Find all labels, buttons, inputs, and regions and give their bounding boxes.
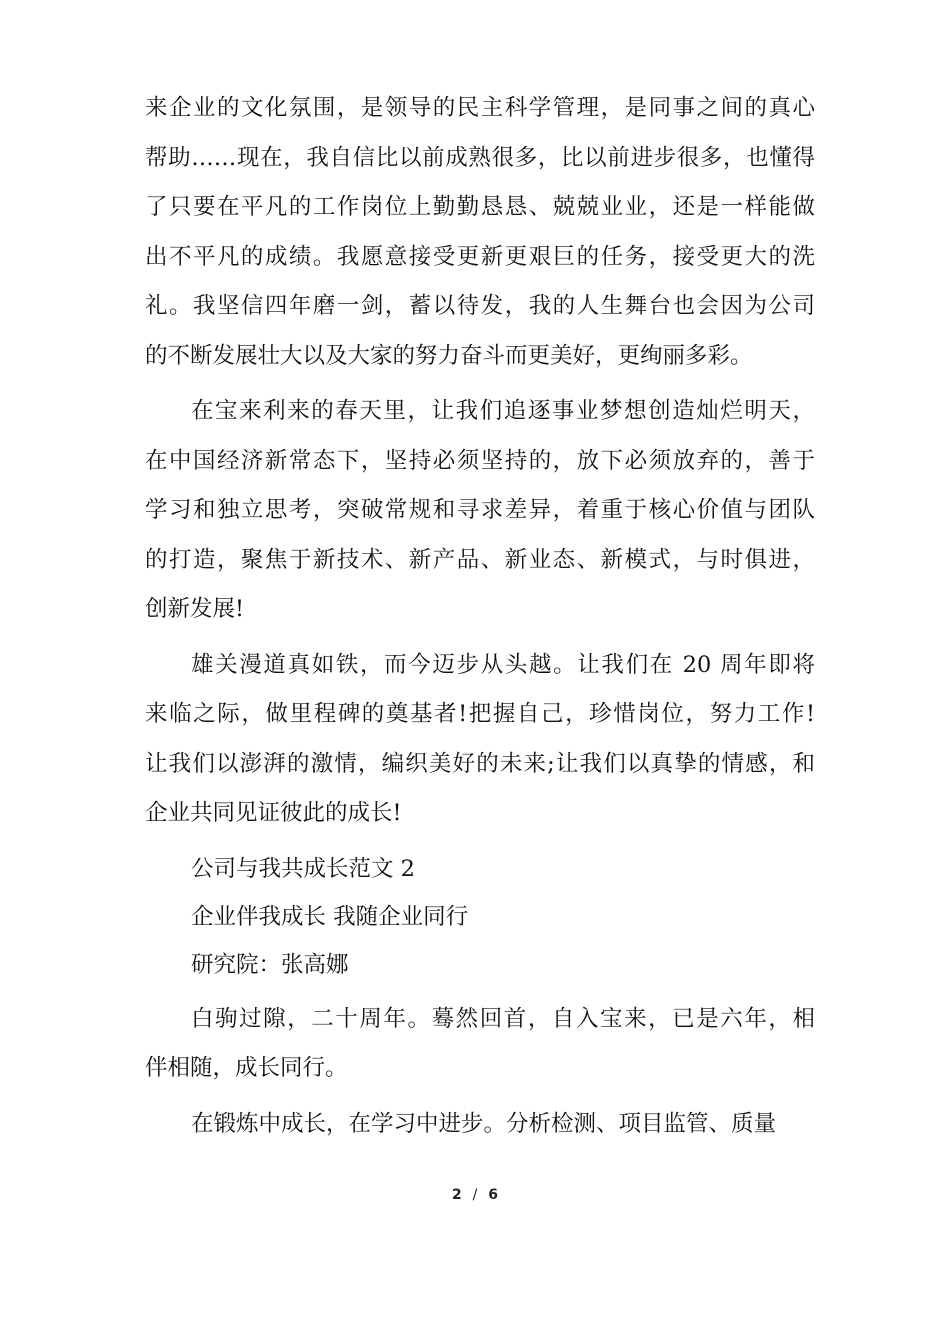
paragraph-line: 白驹过隙，二十周年。蓦然回首，自入宝来，已是六年，相 xyxy=(191,1005,815,1032)
paragraph-line: 在锻炼中成长，在学习中进步。分析检测、项目监管、质量 xyxy=(191,1110,777,1137)
page-total: 6 xyxy=(488,1187,498,1203)
document-body xyxy=(145,84,815,1155)
paragraph-line: 来临之际，做里程碑的奠基者!把握自己，珍惜岗位，努力工作! xyxy=(145,701,815,727)
paragraph-line: 创新发展! xyxy=(145,596,245,622)
paragraph-line: 在中国经济新常态下，坚持必须坚持的，放下必须放弃的，善于 xyxy=(145,447,815,474)
paragraph-line: 让我们以澎湃的激情，编织美好的未来;让我们以真挚的情感，和 xyxy=(145,750,815,777)
page-current: 2 xyxy=(452,1187,462,1203)
page-number xyxy=(0,1187,950,1203)
paragraph-line: 帮助……现在，我自信比以前成熟很多，比以前进步很多，也懂得 xyxy=(145,144,815,171)
paragraph-line: 雄关漫道真如铁，而今迈步从头越。让我们在 20 周年即将 xyxy=(191,651,815,678)
article-title: 企业伴我成长 我随企业同行 xyxy=(191,903,469,930)
paragraph xyxy=(145,387,815,635)
paragraph-line: 企业共同见证彼此的成长! xyxy=(145,800,402,826)
paragraph-line: 的不断发展壮大以及大家的努力奋斗而更美好，更绚丽多彩。 xyxy=(145,342,753,369)
paragraph-line: 在宝来利来的春天里，让我们追逐事业梦想创造灿烂明天， xyxy=(191,398,815,424)
paragraph-line: 礼。我坚信四年磨一剑，蓄以待发，我的人生舞台也会因为公司 xyxy=(145,293,815,319)
paragraph-line: 出不平凡的成绩。我愿意接受更新更艰巨的任务，接受更大的洗 xyxy=(145,243,815,270)
paragraph-line: 学习和独立思考，突破常规和寻求差异，着重于核心价值与团队 xyxy=(145,497,815,523)
paragraph xyxy=(145,641,815,839)
paragraph xyxy=(145,1100,815,1150)
paragraph-line: 伴相随，成长同行。 xyxy=(145,1055,348,1081)
author-line: 研究院：张高娜 xyxy=(191,951,349,978)
paragraph xyxy=(145,995,815,1094)
paragraph-line: 的打造，聚焦于新技术、新产品、新业态、新模式，与时俱进， xyxy=(145,546,815,573)
page-separator: / xyxy=(472,1187,478,1203)
section-title: 公司与我共成长范文 2 xyxy=(191,855,415,882)
paragraph-line: 了只要在平凡的工作岗位上勤勤恳恳、兢兢业业，还是一样能做 xyxy=(145,194,815,220)
paragraph xyxy=(145,84,815,381)
paragraph-line: 来企业的文化氛围，是领导的民主科学管理，是同事之间的真心 xyxy=(145,95,815,121)
section-headings xyxy=(145,845,815,989)
